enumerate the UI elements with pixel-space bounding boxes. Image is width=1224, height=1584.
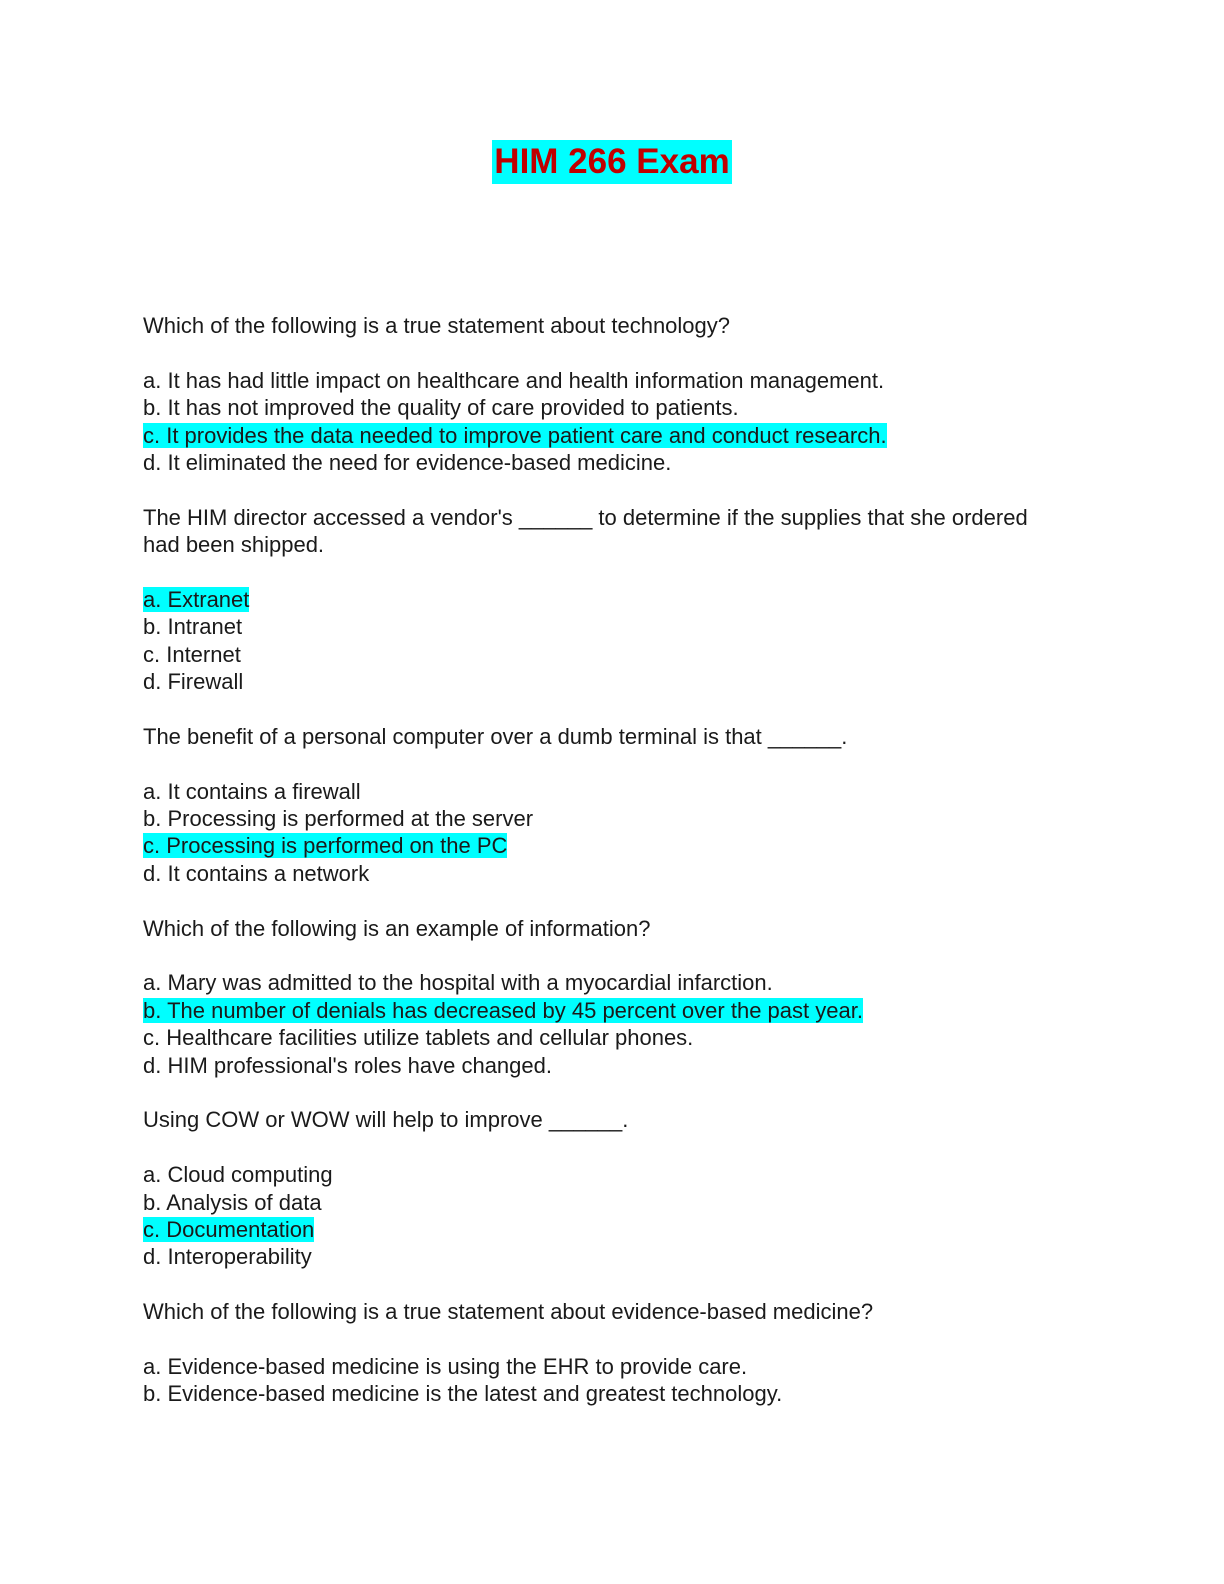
answer-option-correct xyxy=(143,997,1043,1024)
option-text: b. Evidence-based medicine is the latest and greatest technology. xyxy=(143,1381,783,1407)
answer-option xyxy=(143,1353,1043,1380)
answer-option xyxy=(143,1052,1043,1079)
answer-option xyxy=(143,860,1043,887)
answer-option xyxy=(143,778,1043,805)
option-text: d. HIM professional's roles have changed. xyxy=(143,1052,552,1078)
answer-options xyxy=(143,367,1043,477)
option-text: d. It eliminated the need for evidence-based medicine. xyxy=(143,449,672,475)
answer-option xyxy=(143,1024,1043,1051)
highlighted-answer: b. The number of denials has decreased by 45 percent over the past year. xyxy=(143,997,863,1023)
question-text: Which of the following is a true statement about technology? xyxy=(143,313,731,338)
option-text: a. Cloud computing xyxy=(143,1162,333,1188)
answer-option xyxy=(143,805,1043,832)
highlighted-answer: c. It provides the data needed to improve patient care and conduct research. xyxy=(143,422,887,448)
highlighted-answer: c. Documentation xyxy=(143,1216,315,1242)
answer-option xyxy=(143,367,1043,394)
option-text: a. It contains a firewall xyxy=(143,778,361,804)
answer-options xyxy=(143,778,1043,888)
option-text: d. It contains a network xyxy=(143,860,370,886)
answer-option-correct xyxy=(143,422,1043,449)
answer-option xyxy=(143,449,1043,476)
answer-option xyxy=(143,1243,1043,1270)
option-text: b. Intranet xyxy=(143,614,243,640)
question-text: The HIM director accessed a vendor's ______ to determine if the supplies that she ordered had been shipped. xyxy=(143,504,1034,558)
option-text: a. It has had little impact on healthcare and health information management. xyxy=(143,367,885,393)
question-1 xyxy=(143,312,1043,476)
question-4 xyxy=(143,915,1043,1079)
answer-option-correct xyxy=(143,586,1043,613)
highlighted-answer: c. Processing is performed on the PC xyxy=(143,833,508,859)
exam-content xyxy=(143,312,1043,1435)
question-3 xyxy=(143,723,1043,887)
option-text: c. Internet xyxy=(143,641,241,667)
document-title: HIM 266 Exam xyxy=(492,140,731,184)
answer-option xyxy=(143,1161,1043,1188)
title-container xyxy=(0,140,1224,184)
question-text: The benefit of a personal computer over a dumb terminal is that ______. xyxy=(143,723,848,749)
option-text: c. Healthcare facilities utilize tablets and cellular phones. xyxy=(143,1025,694,1051)
answer-option xyxy=(143,613,1043,640)
answer-options xyxy=(143,969,1043,1079)
option-text: d. Interoperability xyxy=(143,1244,312,1270)
question-text: Which of the following is an example of information? xyxy=(143,915,651,941)
option-text: d. Firewall xyxy=(143,669,244,695)
option-text: b. It has not improved the quality of care provided to patients. xyxy=(143,395,739,421)
option-text: b. Processing is performed at the server xyxy=(143,806,534,832)
option-text: a. Evidence-based medicine is using the EHR to provide care. xyxy=(143,1353,748,1379)
answer-option xyxy=(143,1189,1043,1216)
highlighted-answer: a. Extranet xyxy=(143,586,250,612)
answer-options xyxy=(143,1161,1043,1271)
answer-options xyxy=(143,1353,1043,1408)
question-5 xyxy=(143,1106,1043,1270)
question-text: Using COW or WOW will help to improve ______. xyxy=(143,1107,629,1133)
answer-option xyxy=(143,1380,1043,1407)
answer-option xyxy=(143,668,1043,695)
question-text: Which of the following is a true statement about evidence-based medicine? xyxy=(143,1299,874,1325)
answer-option xyxy=(143,394,1043,421)
answer-options xyxy=(143,586,1043,696)
option-text: a. Mary was admitted to the hospital with a myocardial infarction. xyxy=(143,970,773,996)
answer-option xyxy=(143,969,1043,996)
answer-option xyxy=(143,641,1043,668)
answer-option-correct xyxy=(143,1216,1043,1243)
answer-option-correct xyxy=(143,832,1043,859)
question-6 xyxy=(143,1298,1043,1408)
question-2 xyxy=(143,504,1043,696)
option-text: b. Analysis of data xyxy=(143,1189,322,1215)
